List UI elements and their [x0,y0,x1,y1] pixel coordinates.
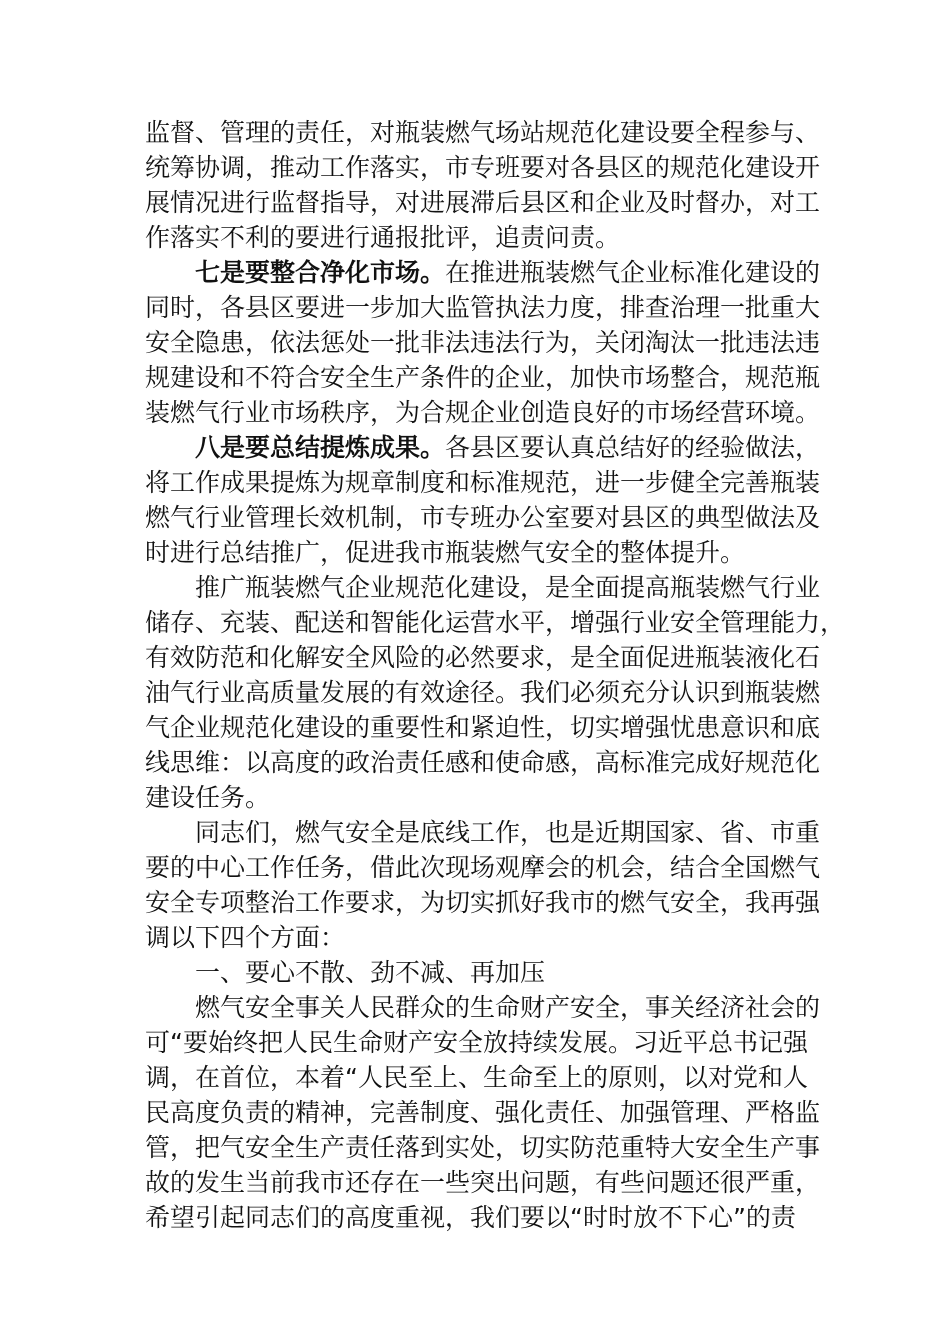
text-line [145,395,821,430]
line-text: 时进行总结推广，促进我市瓶装燃气安全的整体提升。 [145,538,746,567]
text-line [145,640,821,675]
text-line [145,780,815,815]
line-text: 将工作成果提炼为规章制度和标准规范，进一步健全完善瓶装 [145,468,821,497]
text-line [145,220,815,255]
text-line [145,675,821,710]
line-text: 作落实不利的要进行通报批评，追责问责。 [145,223,621,252]
line-text: 监督、管理的责任，对瓶装燃气场站规范化建设要全程参与、 [145,118,821,147]
line-text: 装燃气行业市场秩序，为合规企业创造良好的市场经营环境。 [145,398,821,427]
text-line [145,885,821,920]
text-line [145,255,821,290]
line-text: 线思维：以高度的政治责任感和使命感，高标准完成好规范化 [145,748,821,777]
line-text: 在推进瓶装燃气企业标准化建设的 [445,258,821,287]
text-line [145,1095,821,1130]
line-text: 一、要心不散、劲不减、再加压 [195,958,546,987]
document-body [145,115,846,1235]
text-line [145,535,815,570]
text-line [145,150,821,185]
line-text: 油气行业高质量发展的有效途径。我们必须充分认识到瓶装燃 [145,678,821,707]
line-text: 展情况进行监督指导，对进展滞后县区和企业及时督办，对工 [145,188,821,217]
text-line [145,500,821,535]
line-text: 可“要始终把人民生命财产安全放持续发展。习近平总书记强 [145,1028,808,1057]
text-line [145,325,821,360]
line-text: 安全隐患，依法惩处一批非法违法行为，关闭淘汰一批违法违 [145,328,821,357]
bold-heading: 八是要总结提炼成果。 [195,433,446,462]
line-text: 调，在首位，本着“人民至上、生命至上的原则，以对党和人 [145,1063,808,1092]
line-text: 燃气安全事关人民群众的生命财产安全，事关经济社会的 [195,993,821,1022]
text-line [145,430,821,465]
text-line [145,1200,815,1235]
line-text: 故的发生当前我市还存在一些突出问题，有些问题还很严重， [145,1168,821,1197]
text-line [145,570,821,605]
line-text: 同时，各县区要进一步加大监管执法力度，排查治理一批重大 [145,293,821,322]
text-line [145,815,821,850]
line-text: 推广瓶装燃气企业规范化建设，是全面提高瓶装燃气行业 [195,573,821,602]
line-text: 管，把气安全生产责任落到实处，切实防范重特大安全生产事 [145,1133,821,1162]
line-text: 调以下四个方面： [145,923,346,952]
line-text: 燃气行业管理长效机制，市专班办公室要对县区的典型做法及 [145,503,821,532]
line-text: 同志们，燃气安全是底线工作，也是近期国家、省、市重 [195,818,821,847]
text-line [145,605,846,640]
line-text: 储存、充装、配送和智能化运营水平，增强行业安全管理能力， [145,608,846,637]
line-text: 有效防范和化解安全风险的必然要求，是全面促进瓶装液化石 [145,643,821,672]
text-line [145,465,821,500]
line-text: 统筹协调，推动工作落实，市专班要对各县区的规范化建设开 [145,153,821,182]
line-text: 规建设和不符合安全生产条件的企业，加快市场整合，规范瓶 [145,363,821,392]
text-line [145,990,821,1025]
line-text: 气企业规范化建设的重要性和紧迫性，切实增强忧患意识和底 [145,713,821,742]
line-text: 民高度负责的精神，完善制度、强化责任、加强管理、严格监 [145,1098,821,1127]
text-line [145,850,821,885]
line-text: 安全专项整治工作要求，为切实抓好我市的燃气安全，我再强 [145,888,821,917]
text-line [145,1165,821,1200]
line-text: 要的中心工作任务，借此次现场观摩会的机会，结合全国燃气 [145,853,821,882]
text-line [145,290,821,325]
text-line [145,955,815,990]
text-line [145,360,821,395]
text-line [145,745,821,780]
bold-heading: 七是要整合净化市场。 [195,258,446,287]
text-line [145,1025,815,1060]
text-line [145,1130,821,1165]
text-line [145,710,821,745]
text-line [145,1060,815,1095]
line-text: 建设任务。 [145,783,271,812]
text-line [145,920,815,955]
line-text: 希望引起同志们的高度重视，我们要以“时时放不下心”的责 [145,1203,796,1232]
text-line [145,185,821,220]
line-text: 各县区要认真总结好的经验做法， [445,433,821,462]
text-line [145,115,821,150]
